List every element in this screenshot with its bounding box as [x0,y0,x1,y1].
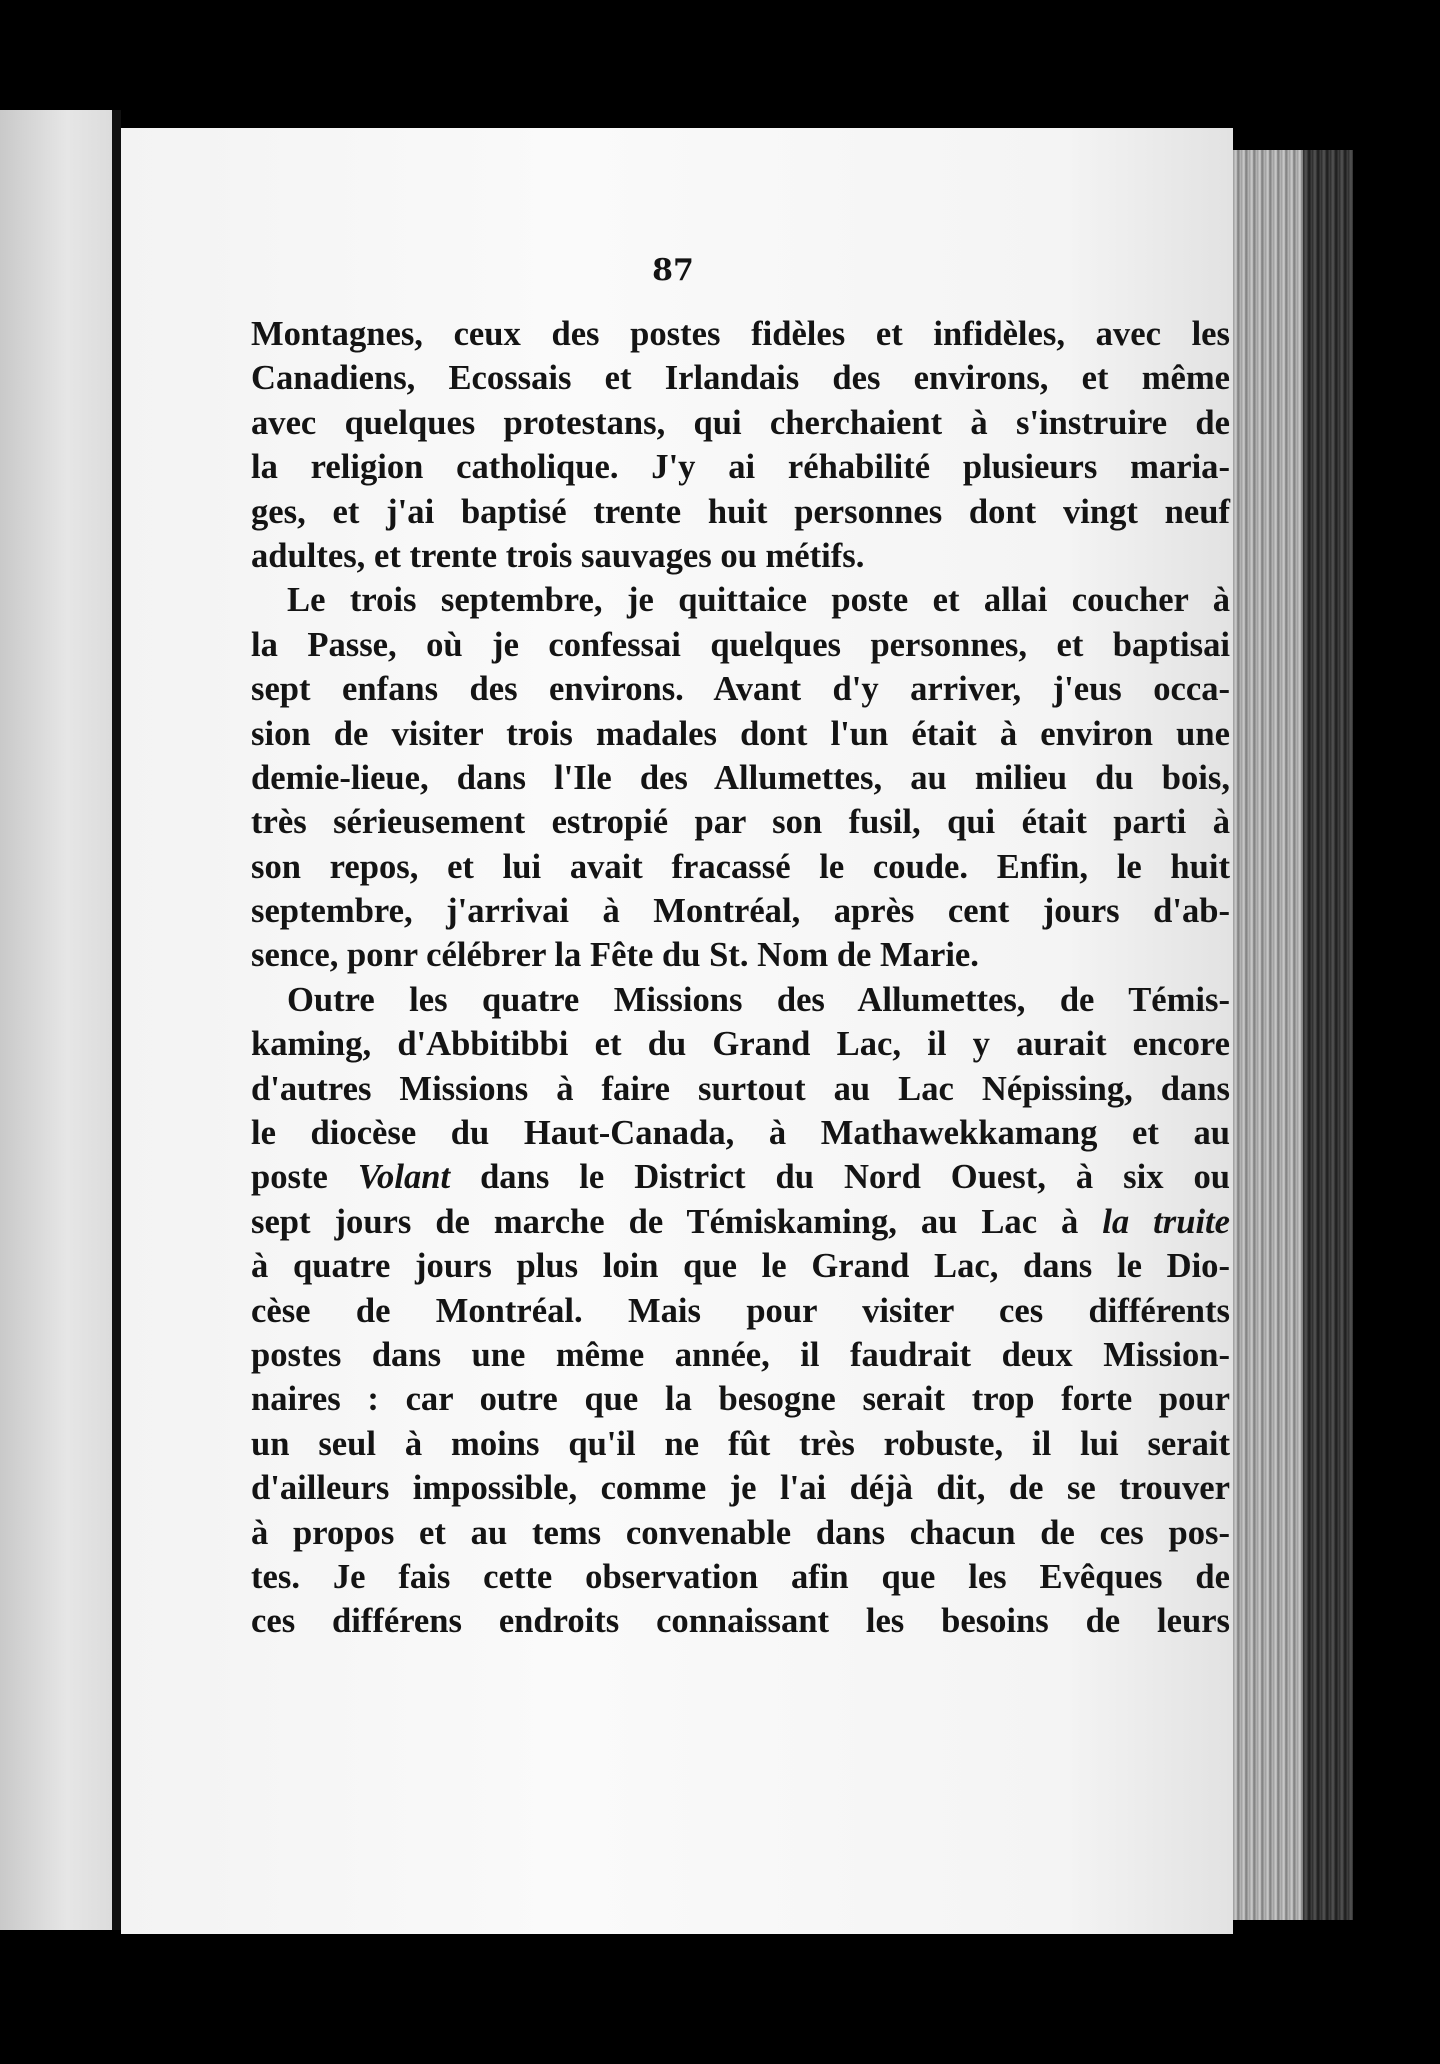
text-segment: sept jours de marche de Témiskaming, au Lac à [251,1202,1103,1241]
text-line: sion de visiter trois madales dont l'un était à environ une [251,714,1230,753]
text-line: naires : car outre que la besogne serait trop forte pour [251,1380,1230,1419]
text-line: postes dans une même année, il faudrait deux Mission- [251,1335,1230,1374]
text-line: Le trois septembre, je quittaice poste et allai coucher à [287,581,1230,620]
book-block-edge [1303,150,1353,1920]
text-line: septembre, j'arrivai à Montréal, après cent jours d'ab- [251,892,1230,931]
text-line: kaming, d'Abbitibbi et du Grand Lac, il y aurait encore [251,1025,1230,1064]
text-segment: poste [251,1158,358,1197]
text-line: la Passe, où je confessai quelques personnes, et baptisai [251,625,1230,664]
text-line: tes. Je fais cette observation afin que les Evêques de [251,1557,1230,1596]
gutter [112,110,121,1930]
text-line: ges, et j'ai baptisé trente huit personnes dont vingt neuf [251,492,1230,531]
text-line: avec quelques protestans, qui cherchaient à s'instruire de [251,403,1230,442]
italic-segment: Volant [357,1158,451,1197]
text-line: ces différens endroits connaissant les besoins de leurs [251,1602,1230,1641]
text-line: le diocèse du Haut-Canada, à Mathawekkamang et au [251,1114,1230,1153]
text-line: très sérieusement estropié par son fusil, qui était parti à [251,803,1230,842]
previous-page-edge [0,110,112,1930]
italic-segment: la truite [1102,1202,1231,1241]
text-line: Montagnes, ceux des postes fidèles et infidèles, avec les [251,315,1230,353]
text-line: la religion catholique. J'y ai réhabilité plusieurs maria- [251,448,1230,487]
text-line: sept enfans des environs. Avant d'y arriver, j'eus occa- [251,670,1230,709]
text-segment: dans le District du Nord Ouest, à six ou [450,1158,1230,1197]
text-line: d'autres Missions à faire surtout au Lac Népissing, dans [251,1069,1230,1108]
page-number: 87 [652,253,694,288]
text-line: à quatre jours plus loin que le Grand Lac, dans le Dio- [251,1247,1230,1286]
text-line: un seul à moins qu'il ne fût très robuste, il lui serait [251,1424,1230,1463]
text-line: Canadiens, Ecossais et Irlandais des environs, et même [251,359,1230,398]
text-line: à propos et au tems convenable dans chacun de ces pos- [251,1513,1230,1552]
page-edges [1233,150,1303,1920]
text-line: adultes, et trente trois sauvages ou métifs. [251,536,865,575]
text-line-with-italic [251,1155,1230,1199]
text-line-with-italic [251,1200,1230,1244]
text-line: Outre les quatre Missions des Allumettes, de Témis- [287,980,1230,1019]
page-text [251,312,1230,1644]
text-line: demie-lieue, dans l'Ile des Allumettes, au milieu du bois, [251,758,1230,797]
text-line: sence, ponr célébrer la Fête du St. Nom de Marie. [251,936,979,975]
text-line: d'ailleurs impossible, comme je l'ai déjà dit, de se trouver [251,1469,1230,1508]
text-line: cèse de Montréal. Mais pour visiter ces différents [251,1291,1230,1330]
book-page [121,128,1233,1934]
text-line: son repos, et lui avait fracassé le coude. Enfin, le huit [251,847,1230,886]
